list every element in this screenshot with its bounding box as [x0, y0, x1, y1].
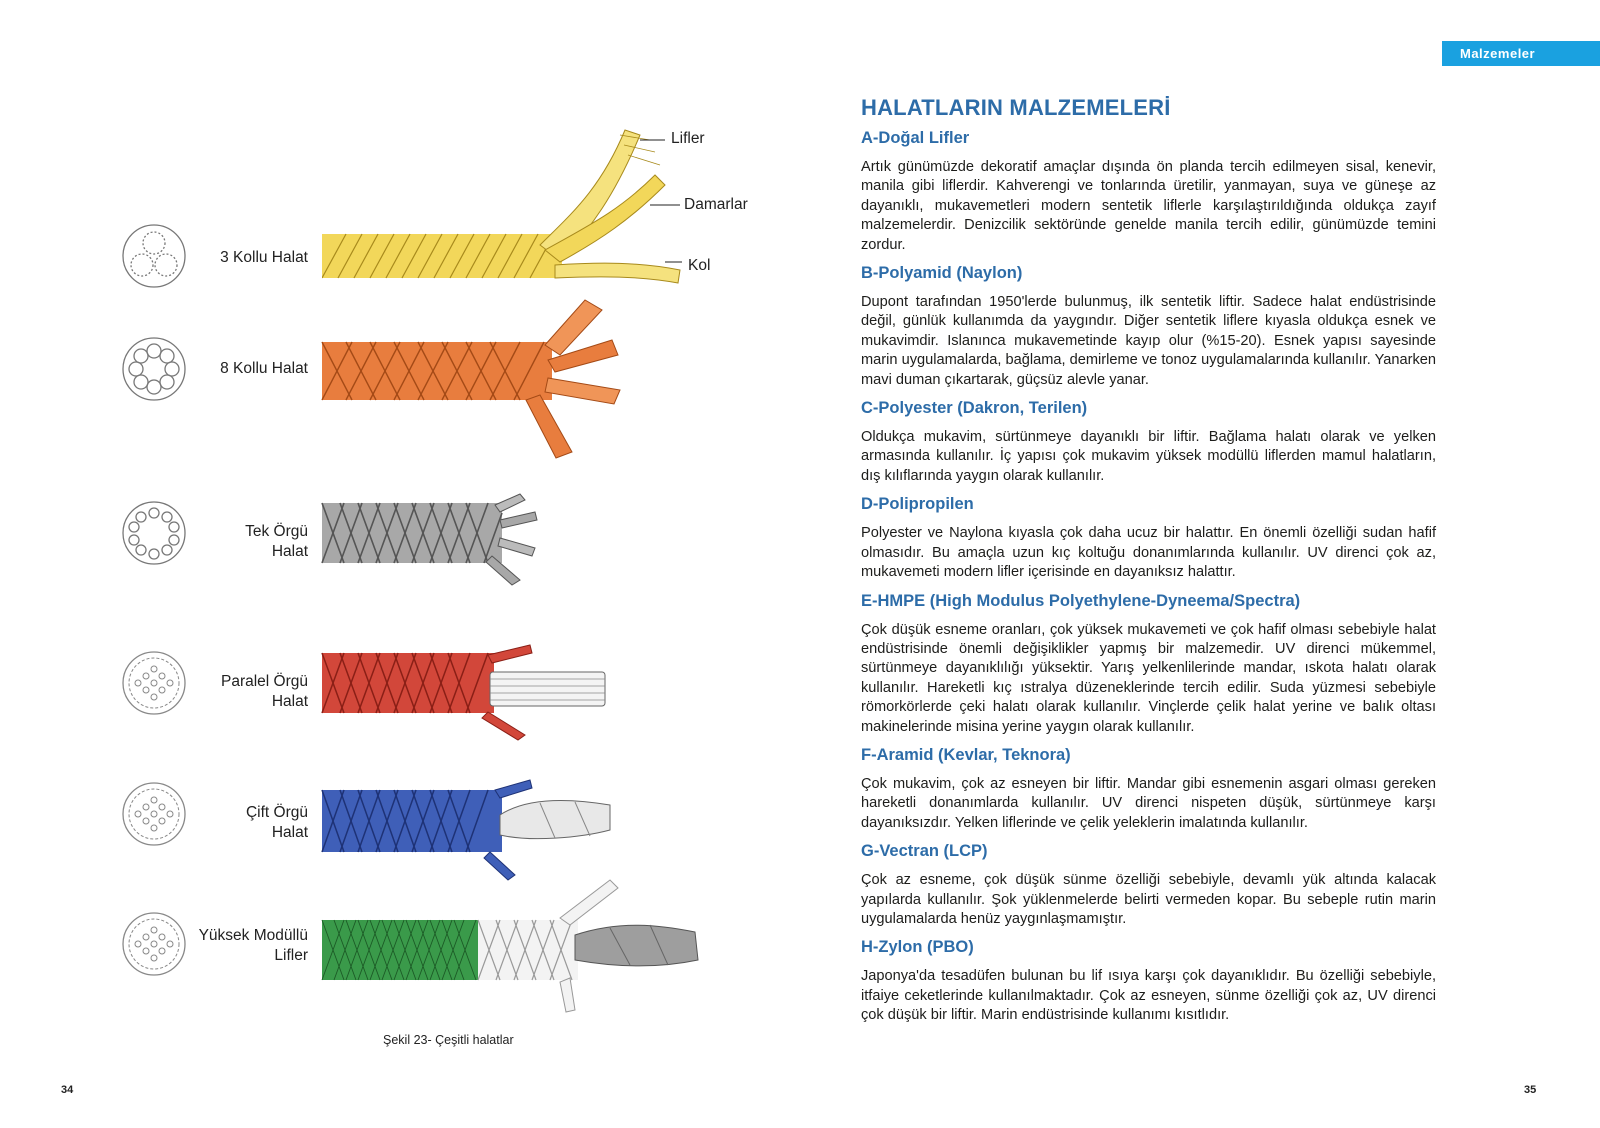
cross-section-high-modulus-icon	[123, 913, 185, 975]
page-title: HALATLARIN MALZEMELERİ	[861, 95, 1171, 120]
section-polypropylene	[861, 495, 1436, 582]
rope-high-modulus	[322, 880, 698, 1012]
section-hmpe	[861, 592, 1436, 737]
rope-label-double-braid	[180, 803, 308, 843]
rope-label-8-strand	[180, 359, 308, 379]
cross-section-3-strand-icon	[123, 225, 185, 287]
section-body: Polyester ve Naylona kıyasla çok daha ucuz bir halattır. En önemli özelliği sudan hafif olmasıdır. Bu amaçla uzun kıç koltuğu donanımlarında kullanılır. UV direnci çok az, mukavemeti modern lifler içerisinde en dayanıksız halattır.	[861, 525, 1436, 581]
section-tag: Malzemeler	[1442, 41, 1600, 66]
rope-label-line1: Yüksek Modüllü	[198, 927, 308, 944]
section-polyester	[861, 399, 1436, 486]
page-number-left: 34	[61, 1084, 74, 1096]
figure-caption: Şekil 23- Çeşitli halatlar	[383, 1033, 514, 1047]
cross-section-single-braid-icon	[123, 502, 185, 564]
section-body: Dupont tarafından 1950'lerde bulunmuş, ilk sentetik liftir. Sadece halat endüstrisinde değil, günlük kullanımda da yaygındır. Diğer sentetik liflere kıyasla oldukça esnek ve mukavimdir. Islanınca mukavemetinde kayıp olur (%15-20). Esnek yapısı sayesinde marin uygulamalarda, bağlama, demirleme ve tonoz uygulamalarında kullanılır. Yanarken mavi duman çıkartarak, güçsüz alevle yanar.	[861, 294, 1436, 388]
cross-section-double-braid-icon	[123, 783, 185, 845]
rope-label-line2: Halat	[271, 693, 308, 710]
rope-single-braid	[322, 494, 537, 585]
rope-figure	[0, 0, 760, 1050]
rope-label-line2: Lifler	[274, 947, 308, 964]
section-vectran	[861, 842, 1436, 929]
rope-parallel-braid	[322, 645, 605, 740]
rope-label-line2: Halat	[271, 543, 308, 560]
section-body: Çok düşük esneme oranları, çok yüksek mukavemeti ve çok hafif olması sebebiyle halat endüstrisinde önemli değişiklikler yapmış bir malzemedir. UV direnci mükemmel, sürtünmeye dayanıklılığı yüksektir. Yarış yelkenlilerinde mandar, ıskota halatı olarak kullanılır. Hareketli kıç ıstralya düzeneklerinde tercih edilir. Suda yüzmesi sebebiyle römorkörlerde çeki halatı olarak kullanılır. Vinçlerde çelik halat yerine ve balık oltası makinelerinde misina yerine yaygın olarak kullanılır.	[861, 621, 1436, 735]
section-heading: E-HMPE (High Modulus Polyethylene-Dyneema/Spectra)	[861, 591, 1301, 610]
section-body: Çok az esneme, çok düşük sünme özelliği sebebiyle, devamlı yük altında kalacak yapılarda kullanılır. Şok yüklenmelerde belirti vermeden kopar. Bu sebeple rutin marin uygulamalarda henüz yaygınlaşmamıştır.	[861, 872, 1436, 927]
rope-label-line2: Halat	[271, 824, 308, 841]
rope-label-line1: Paralel Örgü	[220, 673, 308, 690]
rope-label-line1: Tek Örgü	[245, 523, 308, 540]
section-heading: A-Doğal Lifler	[861, 129, 970, 147]
content-column	[861, 95, 1436, 1035]
section-aramid	[861, 746, 1436, 833]
section-heading: D-Polipropilen	[861, 495, 974, 514]
section-heading: G-Vectran (LCP)	[861, 842, 988, 861]
page-number-right: 35	[1524, 1084, 1537, 1096]
section-heading: H-Zylon (PBO)	[861, 938, 974, 957]
callout-yarn: Kol	[688, 257, 711, 274]
rope-8-strand	[322, 300, 620, 458]
rope-3-strand	[322, 130, 680, 283]
section-heading: B-Polyamid (Naylon)	[861, 264, 1023, 283]
cross-section-parallel-braid-icon	[123, 652, 185, 714]
section-body: Çok mukavim, çok az esneyen bir liftir. Mandar gibi esnemenin asgari olması gereken hareketli donanımlarda kullanılır. UV direnci nispeten düşük, sürtünmeye karşı dayanıksızdır. Yelken liflerinde ve çelik yeleklerin imalatında kullanılır.	[861, 775, 1436, 831]
section-heading: F-Aramid (Kevlar, Teknora)	[861, 745, 1071, 764]
rope-label-line1: 3 Kollu Halat	[220, 249, 308, 266]
section-body: Japonya'da tesadüfen bulunan bu lif ısıya karşı çok dayanıklıdır. Bu özelliği sebebiyle, itfaiye ceketlerinde kullanılmaktadır. Çok az esneyen, sünme özelliği çok az, UV direnci çok düşük bir liftir. Marin endüstrisinde kullanımı kısıtlıdır.	[861, 968, 1436, 1024]
rope-label-line1: Çift Örgü	[245, 804, 308, 821]
section-polyamide	[861, 264, 1436, 390]
rope-label-parallel-braid	[180, 672, 308, 712]
section-heading: C-Polyester (Dakron, Terilen)	[861, 399, 1088, 418]
section-body: Oldukça mukavim, sürtünmeye dayanıklı bir liftir. Bağlama halatı olarak ve yelken armasında kullanılır. İç yapısı çok mukavim yüksek modüllü liflerden mamul halatların, dış kılıflarında yaygın olarak kullanılır.	[861, 429, 1436, 484]
rope-label-3-strand	[180, 248, 308, 268]
cross-section-8-strand-icon	[123, 338, 185, 400]
rope-label-single-braid	[180, 522, 308, 562]
callout-fibers: Lifler	[671, 130, 705, 147]
rope-label-high-modulus	[180, 926, 308, 966]
section-body: Artık günümüzde dekoratif amaçlar dışında ön planda tercih edilmeyen sisal, kenevir, manila gibi liflerdir. Kahverengi ve tonlarında üretilir, yanmayan, suya ve güneşe az dayanıklı, mukavemetleri modern sentetik liflerle karşılaştırıldığında oldukça zayıf malzemelerdir. Denizcilik sektöründe genelde manila tercih edilir, günümüzde temini zordur.	[861, 159, 1436, 253]
rope-label-line1: 8 Kollu Halat	[220, 360, 308, 377]
section-zylon	[861, 938, 1436, 1025]
callout-strands: Damarlar	[684, 196, 748, 213]
section-natural-fibers	[861, 129, 1436, 255]
rope-double-braid	[322, 780, 610, 880]
